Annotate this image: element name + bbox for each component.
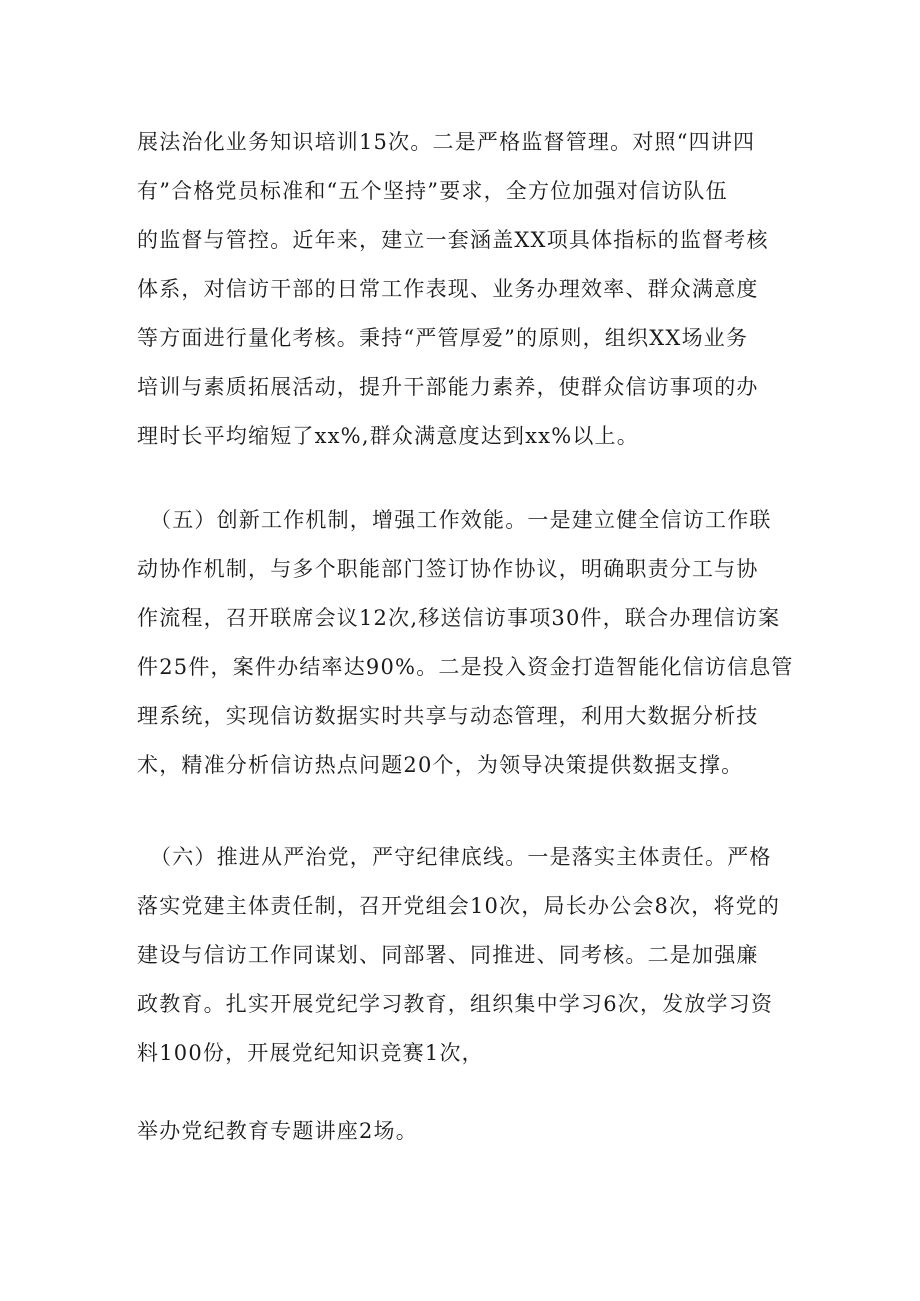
text-line: 落实党建主体责任制，召开党组会10次，局长办公会8次，将党的 [137, 894, 781, 918]
text-line: 展法治化业务知识培训15次。二是严格监督管理。对照“四讲四 [137, 130, 756, 154]
text-line: 政教育。扎实开展党纪学习教育，组织集中学习6次，发放学习资 [137, 992, 774, 1016]
text-line: 理系统，实现信访数据实时共享与动态管理，利用大数据分析技 [137, 704, 759, 728]
text-line: 的监督与管控。近年来，建立一套涵盖XX项具体指标的监督考核 [137, 228, 769, 252]
text-line: 作流程，召开联席会议12次,移送信访事项30件，联合办理信访案 [137, 606, 781, 630]
text-line: 件25件，案件办结率达90%。二是投入资金打造智能化信访信息管 [137, 655, 794, 679]
text-line: 理时长平均缩短了xx%,群众满意度达到xx%以上。 [137, 424, 639, 448]
text-line: 培训与素质拓展活动，提升干部能力素养，使群众信访事项的办 [137, 375, 759, 399]
text-line: 动协作机制，与多个职能部门签订协作协议，明确职责分工与协 [137, 557, 759, 581]
text-line: 有”合格党员标准和“五个坚持”要求，全方位加强对信访队伍 [137, 179, 728, 203]
text-line: 体系，对信访干部的日常工作表现、业务办理效率、群众满意度 [137, 277, 759, 301]
text-line: 料100份，开展党纪知识竞赛1次， [137, 1041, 484, 1065]
section-heading-line: （五）创新工作机制，增强工作效能。一是建立健全信访工作联 [150, 508, 772, 532]
closing-line: 举办党纪教育专题讲座2场。 [137, 1119, 418, 1143]
text-line: 术，精准分析信访热点问题20个，为领导决策提供数据支撑。 [137, 753, 744, 777]
section-heading-line: （六）推进从严治党，严守纪律底线。一是落实主体责任。严格 [150, 845, 772, 869]
text-line: 等方面进行量化考核。秉持“严管厚爱”的原则，组织XX场业务 [137, 326, 749, 350]
text-line: 建设与信访工作同谋划、同部署、同推进、同考核。二是加强廉 [137, 943, 759, 967]
